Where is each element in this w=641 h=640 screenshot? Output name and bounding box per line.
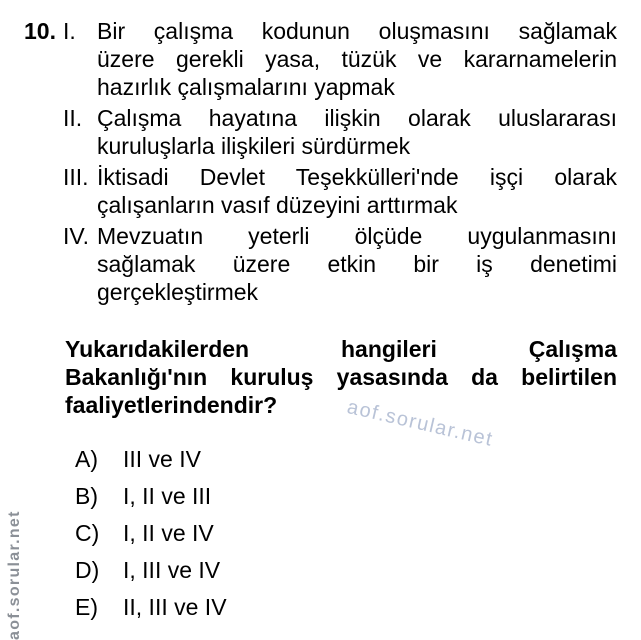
statement-4-line-3: gerçekleştirmek bbox=[97, 279, 259, 305]
statement-1 bbox=[63, 17, 617, 101]
choice-c bbox=[75, 519, 227, 547]
watermark-diagonal: aof.sorular.net bbox=[345, 396, 496, 452]
choice-e-letter: E) bbox=[75, 594, 98, 620]
statement-2 bbox=[63, 104, 617, 160]
statement-3 bbox=[63, 163, 617, 219]
choice-e bbox=[75, 593, 227, 621]
choice-a bbox=[75, 445, 227, 473]
statement-3-line-2: çalışanların vasıf düzeyini arttırmak bbox=[97, 192, 458, 218]
question-stem-line-3: faaliyetlerindendir? bbox=[65, 392, 278, 418]
watermark-vertical: aof.sorular.net bbox=[6, 510, 23, 640]
statement-2-line-1: Çalışma hayatına ilişkin olarak uluslararası bbox=[97, 105, 617, 131]
choice-d-text: I, III ve IV bbox=[123, 557, 221, 583]
statement-4-numeral: IV. bbox=[63, 223, 90, 249]
choice-a-letter: A) bbox=[75, 446, 98, 472]
choice-b bbox=[75, 482, 227, 510]
statement-4 bbox=[63, 222, 617, 306]
choice-d-letter: D) bbox=[75, 557, 100, 583]
question-stem bbox=[65, 335, 617, 419]
choice-d bbox=[75, 556, 227, 584]
question-stem-line-2: Bakanlığı'nın kuruluş yasasında da belirtilen bbox=[65, 364, 617, 390]
statement-1-line-2: üzere gerekli yasa, tüzük ve kararnamelerin bbox=[97, 46, 617, 72]
choice-b-text: I, II ve III bbox=[123, 483, 212, 509]
statement-1-line-3: hazırlık çalışmalarını yapmak bbox=[97, 74, 395, 100]
choice-e-text: II, III ve IV bbox=[123, 594, 227, 620]
statement-3-numeral: III. bbox=[63, 164, 89, 190]
statement-4-line-1: Mevzuatın yeterli ölçüde uygulanmasını bbox=[97, 223, 617, 249]
statement-2-numeral: II. bbox=[63, 105, 83, 131]
choice-b-letter: B) bbox=[75, 483, 98, 509]
question-number: 10. bbox=[24, 18, 56, 44]
statement-3-line-1: İktisadi Devlet Teşekkülleri'nde işçi olarak bbox=[97, 164, 617, 190]
question-stem-line-1: Yukarıdakilerden hangileri Çalışma bbox=[65, 336, 617, 362]
answer-choices bbox=[75, 445, 227, 630]
choice-c-text: I, II ve IV bbox=[123, 520, 214, 546]
statement-1-line-1: Bir çalışma kodunun oluşmasını sağlamak bbox=[97, 18, 617, 44]
choice-a-text: III ve IV bbox=[123, 446, 201, 472]
statement-2-line-2: kuruluşlarla ilişkileri sürdürmek bbox=[97, 133, 411, 159]
statement-1-numeral: I. bbox=[63, 18, 76, 44]
statement-4-line-2: sağlamak üzere etkin bir iş denetimi bbox=[97, 251, 617, 277]
statement-list bbox=[63, 17, 617, 309]
choice-c-letter: C) bbox=[75, 520, 100, 546]
